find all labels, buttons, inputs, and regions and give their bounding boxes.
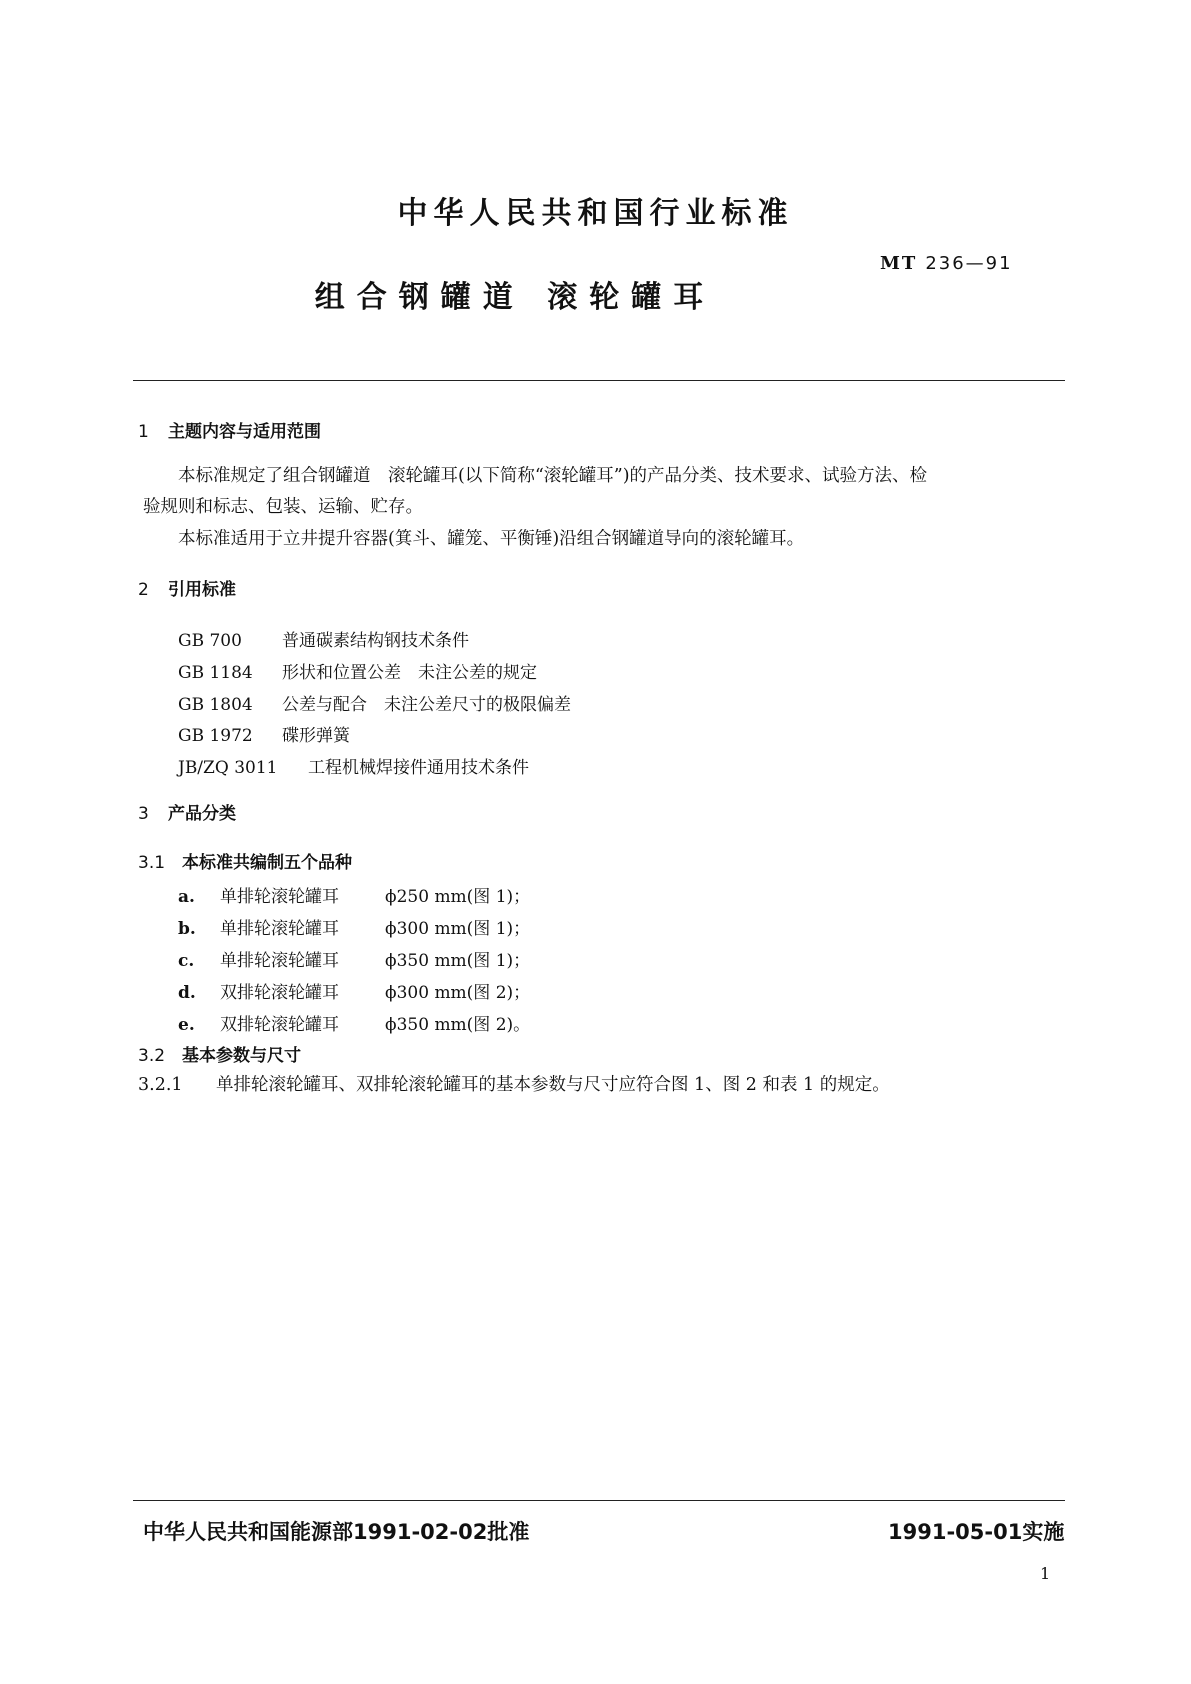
item-spec: ϕ350 mm(图 1)； <box>385 951 531 971</box>
reference-title: 形状和位置公差 未注公差的规定 <box>282 663 537 683</box>
reference-code: GB 700 <box>178 631 242 651</box>
approval-statement: 中华人民共和国能源部1991-02-02批准 <box>143 1520 530 1544</box>
clause-text: 单排轮滚轮罐耳、双排轮滚轮罐耳的基本参数与尺寸应符合图 1、图 2 和表 1 的规定。 <box>216 1075 890 1095</box>
footer-divider <box>133 1500 1065 1501</box>
section-title: 主题内容与适用范围 <box>168 422 321 442</box>
item-spec: ϕ250 mm(图 1)； <box>385 887 531 907</box>
item-letter: c. <box>178 951 195 971</box>
item-spec: ϕ300 mm(图 1)； <box>385 919 531 939</box>
clause-number: 3.2.1 <box>138 1075 183 1095</box>
item-name: 双排轮滚轮罐耳 <box>220 983 339 1003</box>
subsection-3-2-heading <box>138 1041 301 1066</box>
clause-3-2-1 <box>138 1070 890 1100</box>
product-variant <box>178 978 530 1003</box>
reference-item <box>178 690 571 715</box>
item-spec: ϕ350 mm(图 2)。 <box>385 1015 531 1035</box>
item-name: 单排轮滚轮罐耳 <box>220 951 339 971</box>
product-variant <box>178 914 530 939</box>
section-3-heading <box>138 799 236 824</box>
section-title: 产品分类 <box>168 804 236 824</box>
section-number: 1 <box>138 422 149 442</box>
effective-date: 1991-05-01实施 <box>888 1520 1065 1544</box>
standard-code-number: 236—91 <box>925 253 1013 274</box>
page-number: 1 <box>1040 1564 1051 1583</box>
header-divider <box>133 380 1065 381</box>
reference-item <box>178 721 350 746</box>
section-1-heading <box>138 417 321 442</box>
reference-item <box>178 753 529 778</box>
section-number: 3 <box>138 804 149 824</box>
item-letter: b. <box>178 919 196 939</box>
paragraph-line: 验规则和标志、包装、运输、贮存。 <box>143 497 423 517</box>
reference-title: 公差与配合 未注公差尺寸的极限偏差 <box>282 695 571 715</box>
reference-code: GB 1184 <box>178 663 253 683</box>
document-category: 中华人民共和国行业标准 <box>397 196 794 231</box>
subsection-title: 基本参数与尺寸 <box>182 1046 301 1066</box>
item-name: 单排轮滚轮罐耳 <box>220 919 339 939</box>
paragraph-line: 本标准适用于立井提升容器(箕斗、罐笼、平衡锤)沿组合钢罐道导向的滚轮罐耳。 <box>178 529 805 549</box>
reference-item <box>178 658 537 683</box>
reference-title: 碟形弹簧 <box>282 726 350 746</box>
reference-code: GB 1972 <box>178 726 253 746</box>
reference-title: 工程机械焊接件通用技术条件 <box>308 758 529 778</box>
item-letter: d. <box>178 983 196 1003</box>
item-name: 双排轮滚轮罐耳 <box>220 1015 339 1035</box>
subsection-3-1-heading <box>138 848 352 873</box>
subsection-title: 本标准共编制五个品种 <box>182 853 352 873</box>
product-variant <box>178 946 530 971</box>
reference-item <box>178 626 469 651</box>
reference-code: JB/ZQ 3011 <box>178 758 278 778</box>
item-spec: ϕ300 mm(图 2)； <box>385 983 531 1003</box>
subsection-number: 3.2 <box>138 1046 166 1066</box>
reference-code: GB 1804 <box>178 695 253 715</box>
item-name: 单排轮滚轮罐耳 <box>220 887 339 907</box>
item-letter: e. <box>178 1015 195 1035</box>
document-title: 组合钢罐道 滚轮罐耳 <box>314 280 716 315</box>
section-number: 2 <box>138 580 149 600</box>
reference-title: 普通碳素结构钢技术条件 <box>282 631 469 651</box>
section-2-heading <box>138 575 236 600</box>
product-variant <box>178 1010 530 1035</box>
product-variant <box>178 882 530 907</box>
standard-code-prefix: MT <box>880 253 918 274</box>
standard-code <box>880 253 1013 274</box>
paragraph-line: 本标准规定了组合钢罐道 滚轮罐耳(以下简称“滚轮罐耳”)的产品分类、技术要求、试验方法、检 <box>178 466 928 486</box>
subsection-number: 3.1 <box>138 853 166 873</box>
item-letter: a. <box>178 887 195 907</box>
section-title: 引用标准 <box>168 580 236 600</box>
